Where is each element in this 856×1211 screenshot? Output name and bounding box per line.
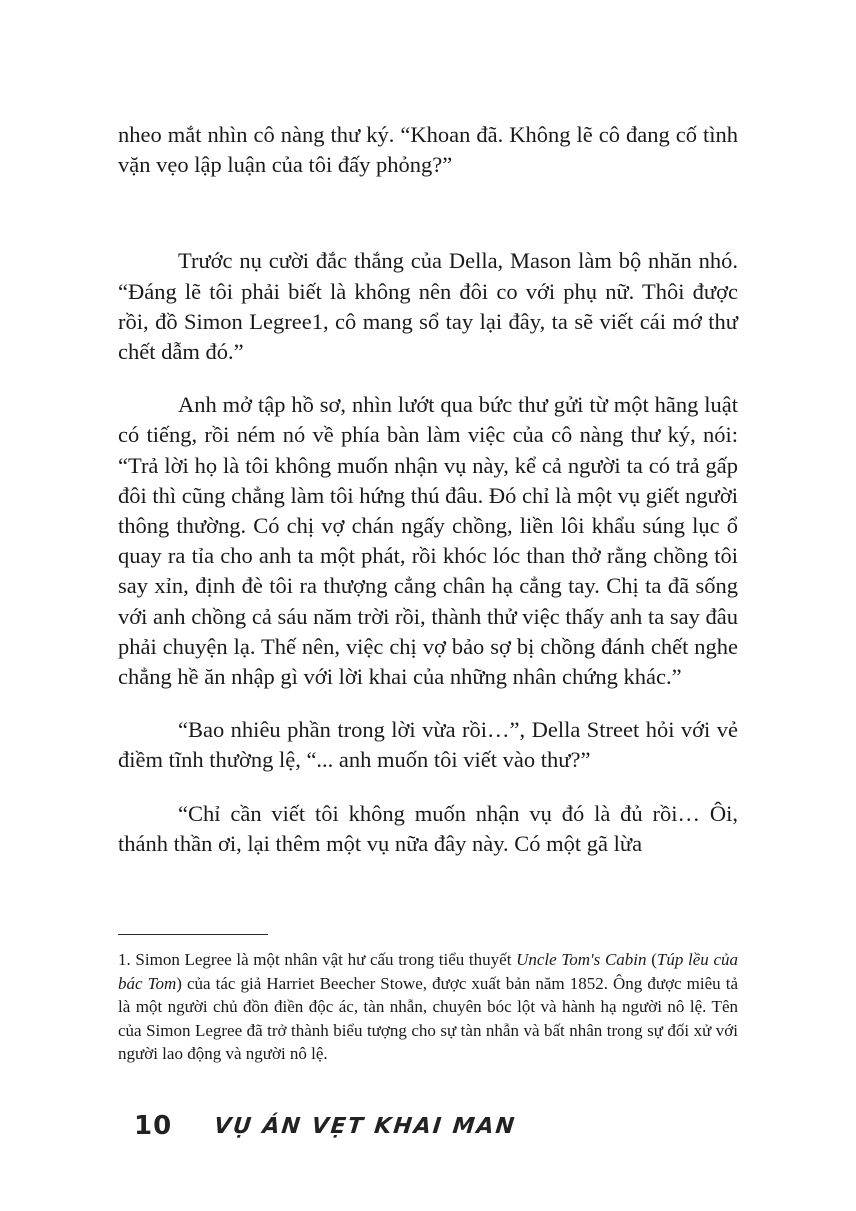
- page-number: 10: [134, 1111, 173, 1141]
- footnote-rest: ) của tác giả Harriet Beecher Stowe, được xuất bản năm 1852. Ông được miêu tả là một người chủ đồn điền độc ác, tàn nhẫn, chuyên bóc lột và hành hạ người nô lệ. Tên của Simon Legree đã trở thành biểu tượng cho sự tàn nhẫn và bất nhân trong sự đối xử với người lao động và người nô lệ.: [118, 973, 738, 1063]
- footnote-book-title: Uncle Tom's Cabin: [516, 950, 647, 969]
- footnote-book-title-vi: Túp lều của bác Tom: [118, 950, 738, 993]
- running-title: VỤ ÁN VẸT KHAI MAN: [212, 1113, 518, 1139]
- footnote-paren: (: [646, 950, 657, 969]
- footnote-lead: 1. Simon Legree là một nhân vật hư cấu trong tiểu thuyết: [118, 950, 517, 969]
- paragraph: Trước nụ cười đắc thắng của Della, Mason làm bộ nhăn nhó. “Đáng lẽ tôi phải biết là không nên đôi co với phụ nữ. Thôi được rồi, đồ Simon Legree1, cô mang sổ tay lại đây, ta sẽ viết cái mớ thư chết dẫm đó.”: [118, 248, 738, 365]
- page-footer: [134, 1106, 516, 1146]
- footnote-divider: [118, 934, 268, 935]
- footnote: [118, 948, 738, 1066]
- paragraph: “Chỉ cần viết tôi không muốn nhận vụ đó là đủ rồi… Ôi, thánh thần ơi, lại thêm một vụ nữa đây này. Có một gã lừa: [118, 800, 738, 856]
- paragraph: nheo mắt nhìn cô nàng thư ký. “Khoan đã. Không lẽ cô đang cố tình vặn vẹo lập luận của tôi đấy phỏng?”: [118, 122, 738, 178]
- paragraph: “Bao nhiêu phần trong lời vừa rồi…”, Della Street hỏi với vẻ điềm tĩnh thường lệ, “... anh muốn tôi viết vào thư?”: [118, 717, 738, 773]
- paragraph: Anh mở tập hồ sơ, nhìn lướt qua bức thư gửi từ một hãng luật có tiếng, rồi ném nó về phía bàn làm việc của cô nàng thư ký, nói: “Trả lời họ là tôi không muốn nhận vụ này, kể cả người ta có trả gấp đôi thì cũng chẳng làm tôi hứng thú đâu. Đó chỉ là một vụ giết người thông thường. Có chị vợ chán ngấy chồng, liền lôi khẩu súng lục ổ quay ra tỉa cho anh ta một phát, rồi khóc lóc than thở rằng chồng tôi say xỉn, định đè tôi ra thượng cẳng chân hạ cẳng tay. Chị ta đã sống với anh chồng cả sáu năm trời rồi, thành thử việc thấy anh ta say đâu phải chuyện lạ. Thế nên, việc chị vợ bảo sợ bị chồng đánh chết nghe chẳng hề ăn nhập gì với lời khai của những nhân chứng khác.”: [118, 392, 738, 690]
- page-body: [118, 120, 738, 859]
